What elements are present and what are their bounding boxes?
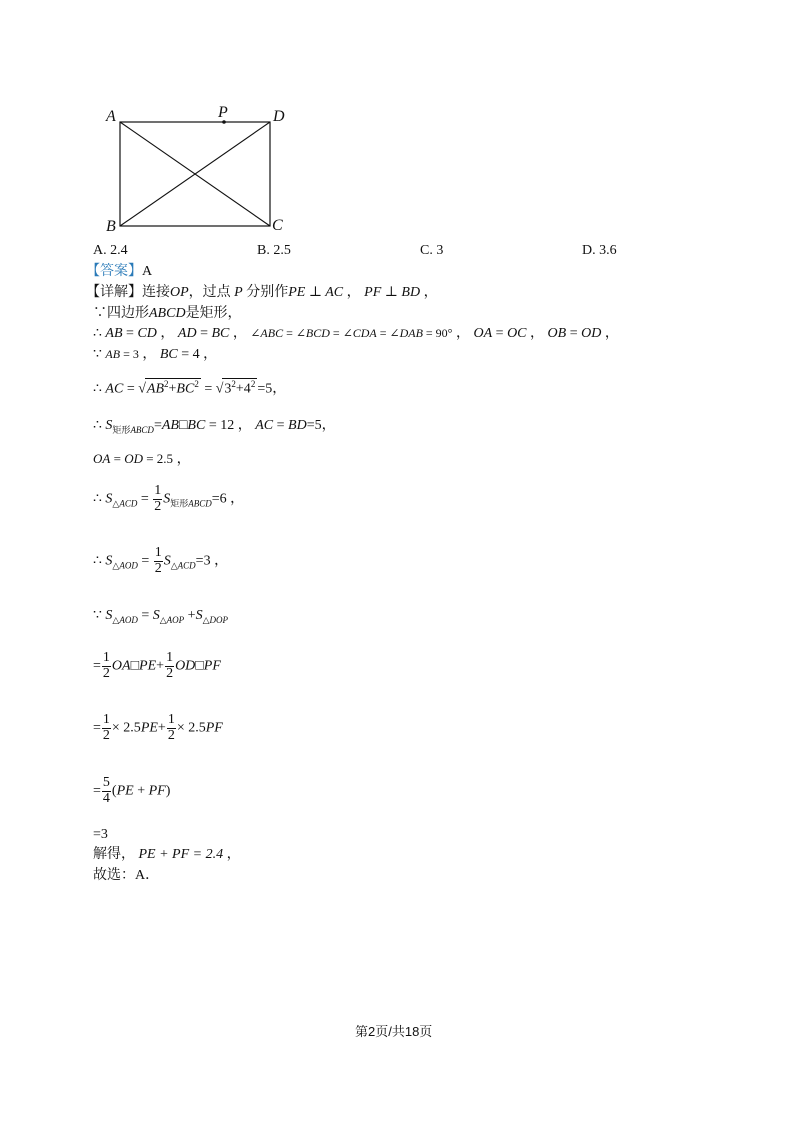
rect-word: 矩形 xyxy=(112,425,131,435)
text: 四边形 xyxy=(107,306,149,321)
detail-line-7: OA = OD = 2.5 ， xyxy=(93,451,191,467)
text: 是矩形， xyxy=(185,306,242,321)
detail-line-12: = $\frac{1}{2}$ × 2.5PE+ $\frac{1}{2}$ × 2.5PF xyxy=(93,712,223,743)
choice-a xyxy=(93,244,128,258)
detail-line-16: 故选：A． xyxy=(93,868,160,883)
choice-value: 2.4 xyxy=(110,243,128,258)
math: P xyxy=(234,285,243,300)
rectangle-diagram xyxy=(100,100,300,240)
label-a: A xyxy=(106,108,116,125)
detail-line-2 xyxy=(93,307,242,321)
text: ，过点 xyxy=(188,285,231,300)
detail-line-9: ∴ $S_{\triangle AOD}$ = $\frac{1}{2}$ $S_{\triangle ACD}=3$ ， xyxy=(93,545,229,576)
choice-value: 3 xyxy=(436,243,444,258)
text: 分别作 xyxy=(246,285,289,300)
detail-line-10: ∵ $S_{\triangle AOD} = S_{\triangle AOP} +S_{\triangle DOP}$ xyxy=(93,608,228,625)
choice-letter: C. xyxy=(420,243,433,258)
math: ABCD xyxy=(149,306,186,321)
choice-d xyxy=(582,244,617,258)
choice-letter: A. xyxy=(93,243,107,258)
text: 连接 xyxy=(142,285,170,300)
label-p: P xyxy=(218,104,228,121)
choice-letter: B. xyxy=(257,243,270,258)
detail-line-4: ∵ AB = 3 ， BC = 4 ， xyxy=(93,347,218,362)
detail-line-3: ∴ AB = CD ， AD = BC ， ∠ABC = ∠BCD = ∠CDA = ∠DAB = 90° ， OA = OC ， OB = OD ， xyxy=(93,326,619,341)
detail-line-11: = $\frac{1}{2}$ OA□PE+ $\frac{1}{2}$ OD□PF xyxy=(93,650,221,681)
choice-c xyxy=(420,244,443,258)
choice-value: 3.6 xyxy=(599,243,617,258)
detail-line-6: ∴ $S_{矩形ABCD}=AB□BC = 12$ ， AC = BD=5， xyxy=(93,418,336,435)
choice-value: 2.5 xyxy=(273,243,291,258)
because-sym: ∵ xyxy=(93,347,102,362)
because-sym: ∵ xyxy=(93,608,102,623)
therefore-sym: ∴ xyxy=(93,491,102,507)
label-d: D xyxy=(273,108,285,125)
because-sym: ∵ xyxy=(93,306,107,321)
therefore-sym: ∴ xyxy=(93,553,102,569)
answer-line xyxy=(86,265,152,279)
therefore-sym: ∴ xyxy=(93,381,102,397)
math: PF ⊥ BD xyxy=(364,285,421,300)
therefore-sym: ∴ xyxy=(93,418,102,433)
detail-line-13: = $\frac{5}{4}$ (PE + PF) xyxy=(93,775,171,806)
math: OP xyxy=(170,285,189,300)
choice-b xyxy=(257,244,291,258)
rectangle-figure xyxy=(100,100,300,240)
detail-line-8: ∴ $S_{\triangle ACD}$ = $\frac{1}{2}$ $S_{矩形ABCD}=6$ ， xyxy=(93,483,245,514)
detail-line-5: ∴ AC = $√AB^2+BC^2 = √3^2+4^2 =5$， xyxy=(93,379,287,397)
rect-word: 矩形 xyxy=(170,498,189,509)
choice-letter: D. xyxy=(582,243,596,258)
detail-line-14: =3 xyxy=(93,827,108,842)
label-c: C xyxy=(272,217,283,234)
detail-line-15: 解得， PE + PF = 2.4 ， xyxy=(93,847,241,862)
math: PE ⊥ AC xyxy=(288,285,344,300)
detail-tag: 【详解】 xyxy=(86,285,142,300)
detail-line-1: 【详解】连接OP，过点 P 分别作PE ⊥ AC ， PF ⊥ BD ， xyxy=(86,285,438,300)
therefore-sym: ∴ xyxy=(93,326,102,341)
result: PE + PF = 2.4 xyxy=(138,847,224,862)
page-footer: 第2页/共18页 xyxy=(355,1024,433,1039)
answer-tag: 【答案】 xyxy=(86,264,142,279)
text: 解得， xyxy=(93,847,135,862)
label-b: B xyxy=(106,218,116,235)
answer-value: A xyxy=(142,264,153,279)
